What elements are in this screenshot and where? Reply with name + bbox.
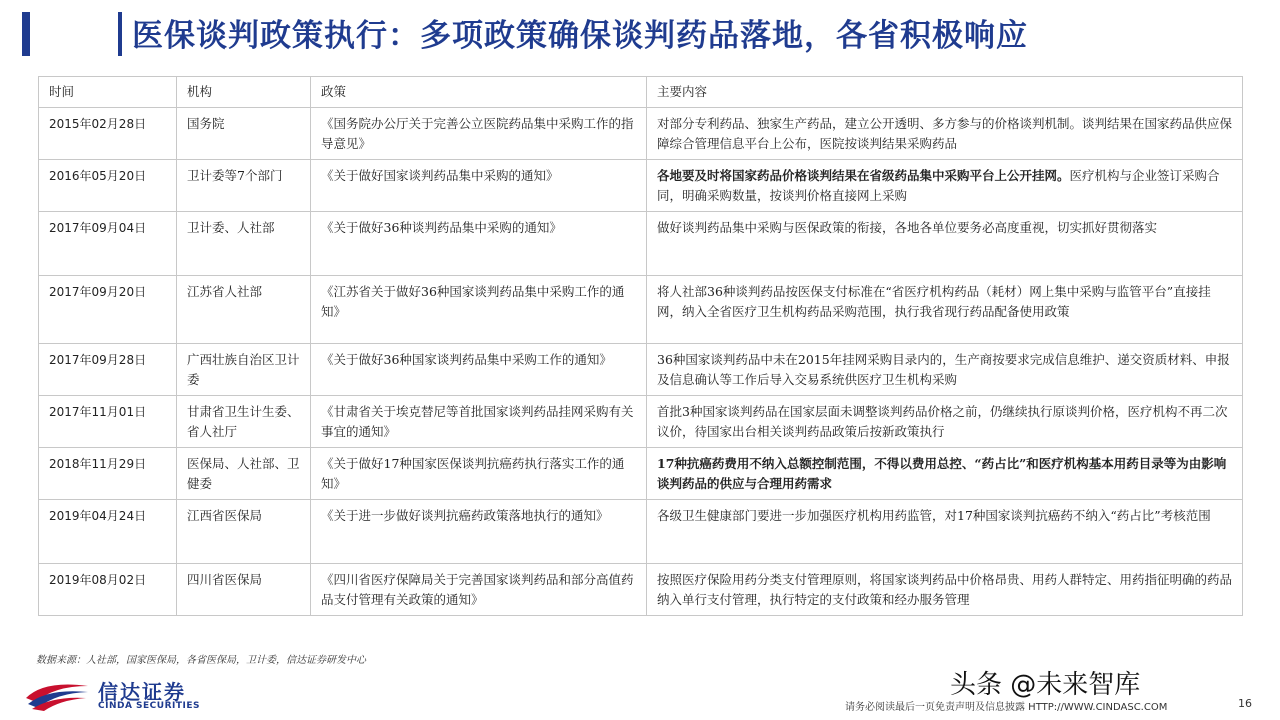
page-title: 医保谈判政策执行：多项政策确保谈判药品落地，各省积极响应	[132, 18, 1028, 54]
cell-policy: 《关于进一步做好谈判抗癌药政策落地执行的通知》	[311, 500, 647, 564]
cell-org: 甘肃省卫生计生委、省人社厅	[177, 396, 311, 448]
cell-org: 江苏省人社部	[177, 276, 311, 344]
cell-content-bold: 各地要及时将国家药品价格谈判结果在省级药品集中采购平台上公开挂网。	[657, 168, 1070, 183]
table-row	[39, 396, 1243, 448]
page-number: 16	[1238, 697, 1252, 710]
cell-date: 2019年08月02日	[39, 564, 177, 616]
column-header-policy: 政策	[311, 77, 647, 108]
table-header-row	[39, 77, 1243, 108]
cell-org: 卫计委等7个部门	[177, 160, 311, 212]
cell-org: 四川省医保局	[177, 564, 311, 616]
cell-date: 2015年02月28日	[39, 108, 177, 160]
table-row	[39, 212, 1243, 276]
table-row	[39, 500, 1243, 564]
column-header-org: 机构	[177, 77, 311, 108]
cell-policy: 《江苏省关于做好36种国家谈判药品集中采购工作的通知》	[311, 276, 647, 344]
policy-table	[38, 76, 1243, 616]
cell-org: 国务院	[177, 108, 311, 160]
cell-org: 江西省医保局	[177, 500, 311, 564]
cell-content: 各级卫生健康部门要进一步加强医疗机构用药监管，对17种国家谈判抗癌药不纳入“药占比”考核范围	[647, 500, 1243, 564]
cell-date: 2017年09月28日	[39, 344, 177, 396]
table-row	[39, 564, 1243, 616]
cell-content: 将人社部36种谈判药品按医保支付标准在“省医疗机构药品（耗材）网上集中采购与监管平台”直接挂网，纳入全省医疗卫生机构药品采购范围，执行我省现行药品配备使用政策	[647, 276, 1243, 344]
table-row	[39, 344, 1243, 396]
company-logo	[24, 676, 254, 716]
title-accent-bar-inner	[118, 12, 122, 56]
cell-content: 首批3种国家谈判药品在国家层面未调整谈判药品价格之前，仍继续执行原谈判价格，医疗机构不再二次议价，待国家出台相关谈判药品政策后按新政策执行	[647, 396, 1243, 448]
cell-content: 对部分专利药品、独家生产药品，建立公开透明、多方参与的价格谈判机制。谈判结果在国家药品供应保障综合管理信息平台上公布，医院按谈判结果采购药品	[647, 108, 1243, 160]
cell-date: 2017年09月04日	[39, 212, 177, 276]
cell-content	[647, 160, 1243, 212]
logo-text-en: CINDA SECURITIES	[98, 701, 200, 711]
watermark: 头条 @未来智库	[950, 670, 1141, 700]
column-header-date: 时间	[39, 77, 177, 108]
cell-date: 2016年05月20日	[39, 160, 177, 212]
cell-content-rest: 医疗机构与企业签订采购合同，明确采购数量，按谈判价格直接网上采购	[657, 168, 1220, 203]
cell-date: 2018年11月29日	[39, 448, 177, 500]
cell-org: 医保局、人社部、卫健委	[177, 448, 311, 500]
column-header-content: 主要内容	[647, 77, 1243, 108]
source-note: 数据来源：人社部，国家医保局，各省医保局，卫计委，信达证券研发中心	[36, 655, 366, 666]
table-row	[39, 108, 1243, 160]
cell-org: 广西壮族自治区卫计委	[177, 344, 311, 396]
cell-policy: 《国务院办公厅关于完善公立医院药品集中采购工作的指导意见》	[311, 108, 647, 160]
table-row	[39, 276, 1243, 344]
cell-date: 2017年09月20日	[39, 276, 177, 344]
table-row	[39, 160, 1243, 212]
cell-policy: 《关于做好国家谈判药品集中采购的通知》	[311, 160, 647, 212]
cell-date: 2017年11月01日	[39, 396, 177, 448]
cell-content: 按照医疗保险用药分类支付管理原则，将国家谈判药品中价格昂贵、用药人群特定、用药指征明确的药品纳入单行支付管理，执行特定的支付政策和经办服务管理	[647, 564, 1243, 616]
cell-content: 17种抗癌药费用不纳入总额控制范围，不得以费用总控、“药占比”和医疗机构基本用药目录等为由影响谈判药品的供应与合理用药需求	[647, 448, 1243, 500]
cell-policy: 《关于做好36种谈判药品集中采购的通知》	[311, 212, 647, 276]
logo-text-cn: 信达证券	[98, 680, 186, 704]
cell-policy: 《甘肃省关于埃克替尼等首批国家谈判药品挂网采购有关事宜的通知》	[311, 396, 647, 448]
cell-policy: 《关于做好36种国家谈判药品集中采购工作的通知》	[311, 344, 647, 396]
cell-content: 36种国家谈判药品中未在2015年挂网采购目录内的，生产商按要求完成信息维护、递交资质材料、申报及信息确认等工作后导入交易系统供医疗卫生机构采购	[647, 344, 1243, 396]
cell-policy: 《四川省医疗保障局关于完善国家谈判药品和部分高值药品支付管理有关政策的通知》	[311, 564, 647, 616]
table-row	[39, 448, 1243, 500]
title-accent-bar	[22, 12, 30, 56]
cell-date: 2019年04月24日	[39, 500, 177, 564]
cell-content: 做好谈判药品集中采购与医保政策的衔接，各地各单位要务必高度重视，切实抓好贯彻落实	[647, 212, 1243, 276]
disclaimer-link[interactable]: 请务必阅读最后一页免责声明及信息披露 HTTP://WWW.CINDASC.COM	[845, 702, 1168, 713]
cell-org: 卫计委、人社部	[177, 212, 311, 276]
cinda-logo-icon	[24, 678, 90, 712]
cell-policy: 《关于做好17种国家医保谈判抗癌药执行落实工作的通知》	[311, 448, 647, 500]
